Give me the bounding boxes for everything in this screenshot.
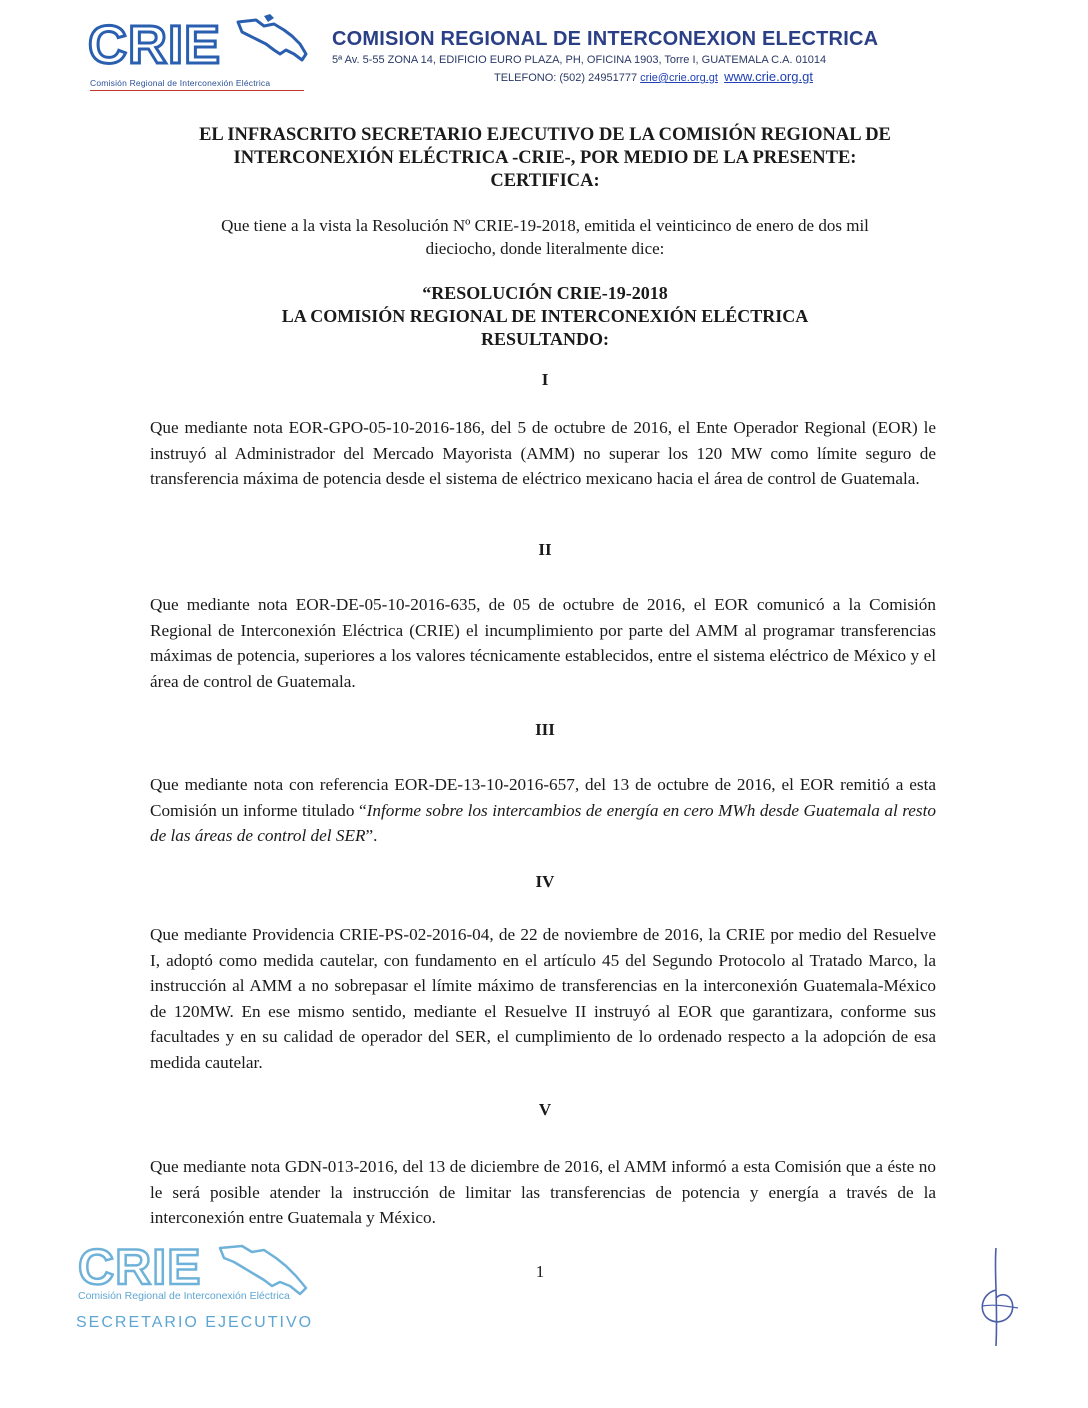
section-paragraph: Que mediante Providencia CRIE-PS-02-2016-04, de 22 de noviembre de 2016, la CRIE por medio del Resuelve I, adoptó como medida cautelar, con fundamento en el artículo 45 del Segundo Protocolo al Tratado Marco, la instrucción al AMM a no sobrepasar el límite máximo de transferencias en la interconexión Guatemala-México de 120MW. En ese mismo sentido, mediante el Resuelve II instruyó al EOR que garantizara, conforme sus facultades y en su calidad de operador del SER, el cumplimiento de lo ordenado respecto a la adopción de esa medida cautelar.	[150, 925, 936, 1072]
organization-contact	[332, 69, 917, 84]
letterhead-text	[332, 28, 917, 84]
website-link[interactable]: www.crie.org.gt	[724, 69, 813, 84]
paragraph-text: ”.	[365, 826, 378, 845]
phone-number: TELEFONO: (502) 24951777	[494, 72, 638, 84]
title-line: INTERCONEXIÓN ELÉCTRICA -CRIE-, POR MEDIO DE LA PRESENTE:	[233, 148, 857, 168]
section-numeral: V	[538, 1100, 552, 1119]
organization-address: 5ª Av. 5-55 ZONA 14, EDIFICIO EURO PLAZA, PH, OFICINA 1903, Torre I, GUATEMALA C.A. 01014	[332, 54, 827, 66]
section-numeral: II	[538, 540, 552, 559]
section-numeral: IV	[535, 872, 555, 891]
paragraph-text: Que mediante nota con referencia EOR-DE-13-10-2016-657, del 13 de octubre de 2016, el EOR remitió a esta Comisión un informe titulado “	[150, 775, 936, 820]
certificate-intro	[150, 214, 940, 260]
title-line: EL INFRASCRITO SECRETARIO EJECUTIVO DE LA COMISIÓN REGIONAL DE	[199, 125, 891, 145]
section-numeral: I	[541, 370, 549, 389]
title-line: CERTIFICA:	[490, 171, 600, 191]
resolution-section-title: RESULTANDO:	[480, 329, 610, 349]
logo-wordmark: CRIE	[88, 15, 222, 75]
logo-subtitle: Comisión Regional de Interconexión Eléctrica	[90, 78, 271, 88]
central-america-map-icon	[234, 14, 312, 76]
resolution-issuer: LA COMISIÓN REGIONAL DE INTERCONEXIÓN ELÉCTRICA	[281, 306, 809, 326]
organization-name: COMISION REGIONAL DE INTERCONEXION ELECTRICA	[332, 28, 879, 50]
certificate-title	[150, 124, 940, 193]
intro-line: Que tiene a la vista la Resolución Nº CRIE-19-2018, emitida el veinticinco de enero de dos mil	[221, 216, 869, 235]
stamp-wordmark: CRIE	[78, 1239, 202, 1295]
section-paragraph: Que mediante nota EOR-DE-05-10-2016-635, de 05 de octubre de 2016, el EOR comunicó a la Comisión Regional de Interconexión Eléctrica (CRIE) el incumplimiento por parte del AMM al programar transferencias máximas de potencia, superiores a los valores técnicamente establecidos, entre el sistema eléctrico de México y el área de control de Guatemala.	[150, 595, 936, 691]
secretary-stamp	[76, 1239, 326, 1342]
stamp-subtitle: Comisión Regional de Interconexión Eléctrica	[78, 1290, 290, 1302]
letterhead	[84, 14, 914, 94]
page-number: 1	[535, 1262, 545, 1281]
section-paragraph	[150, 772, 936, 849]
resolution-number: “RESOLUCIÓN CRIE-19-2018	[422, 283, 668, 303]
section-numeral: III	[535, 720, 555, 739]
intro-line: dieciocho, donde literalmente dice:	[425, 239, 665, 258]
stamp-title: SECRETARIO EJECUTIVO	[76, 1314, 314, 1331]
report-title: Informe sobre los intercambios de energía en cero MWh desde Guatemala al resto de las áreas de control del SER	[150, 800, 936, 845]
section-paragraph: Que mediante nota EOR-GPO-05-10-2016-186, del 5 de octubre de 2016, el Ente Operador Regional (EOR) le instruyó al Administrador del Mercado Mayorista (AMM) no superar los 120 MW como límite seguro de transferencia máxima de potencia desde el sistema de eléctrico mexicano hacia el área de control de Guatemala.	[150, 418, 936, 488]
email-link[interactable]: crie@crie.org.gt	[640, 72, 718, 84]
crie-logo	[84, 14, 314, 90]
handwritten-signature-icon	[972, 1242, 1032, 1352]
section-paragraph: Que mediante nota GDN-013-2016, del 13 de diciembre de 2016, el AMM informó a esta Comisión que a éste no le será posible atender la instrucción de limitar las transferencias de potencia y energía a través de la interconexión entre Guatemala y México.	[150, 1157, 936, 1227]
logo-underline	[90, 90, 304, 91]
resolution-heading	[150, 282, 940, 351]
